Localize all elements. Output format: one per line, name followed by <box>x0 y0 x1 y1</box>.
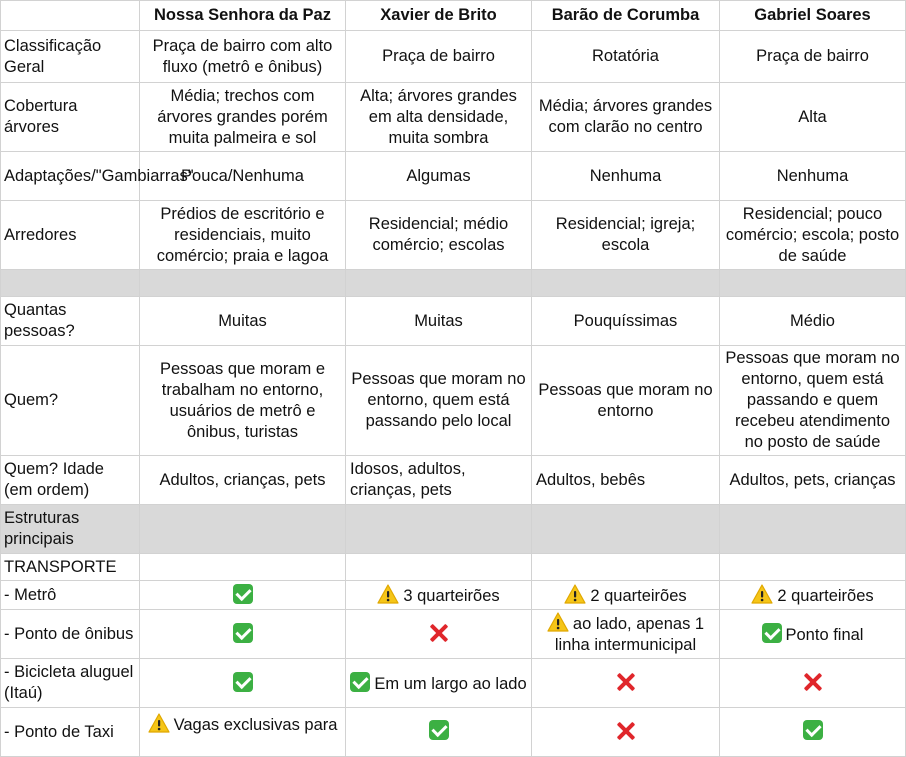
section-row <box>1 505 906 554</box>
table-cell: Pouca/Nenhuma <box>140 152 346 201</box>
icon-cell <box>346 708 532 757</box>
icon-cell <box>532 581 720 610</box>
row-label: Adaptações/"Gambiarras" <box>1 152 140 201</box>
warning-icon <box>564 584 586 604</box>
table-cell: Pouquíssimas <box>532 297 720 346</box>
cross-icon <box>615 720 637 742</box>
row-label: - Metrô <box>1 581 140 610</box>
cell-text: Ponto final <box>785 625 864 644</box>
check-icon <box>233 584 253 604</box>
icon-cell <box>532 659 720 708</box>
warning-icon <box>751 584 773 604</box>
cell-text: 2 quarteirões <box>590 586 687 605</box>
row-label: Estruturas principais <box>1 505 140 554</box>
table-cell: Praça de bairro <box>346 31 532 83</box>
table-row <box>1 83 906 152</box>
cross-icon <box>428 622 450 644</box>
cell-text: 2 quarteirões <box>777 586 874 605</box>
empty-cell <box>346 505 532 554</box>
header-cell-nossa-senhora-da-paz: Nossa Senhora da Paz <box>140 1 346 31</box>
icon-cell <box>346 659 532 708</box>
empty-cell <box>720 554 906 581</box>
empty-cell <box>720 505 906 554</box>
table-cell: Praça de bairro <box>720 31 906 83</box>
row-label: Quem? <box>1 346 140 456</box>
table-row <box>1 346 906 456</box>
table-cell: Residencial; médio comércio; escolas <box>346 201 532 270</box>
table-cell: Média; árvores grandes com clarão no centro <box>532 83 720 152</box>
cell-text: Em um largo ao lado <box>374 674 527 693</box>
empty-cell <box>346 554 532 581</box>
table-cell: Idosos, adultos, crianças, pets <box>346 456 532 505</box>
check-icon <box>429 720 449 740</box>
icon-cell <box>140 708 346 757</box>
cross-icon <box>615 671 637 693</box>
warning-icon <box>377 584 399 604</box>
table-cell: Pessoas que moram no entorno, quem está passando pelo local <box>346 346 532 456</box>
warning-icon <box>148 713 170 733</box>
icon-cell <box>720 610 906 659</box>
icon-cell <box>532 708 720 757</box>
table-cell: Adultos, pets, crianças <box>720 456 906 505</box>
row-label: TRANSPORTE <box>1 554 140 581</box>
empty-cell <box>140 554 346 581</box>
table-cell: Residencial; pouco comércio; escola; posto de saúde <box>720 201 906 270</box>
empty-cell <box>532 554 720 581</box>
cell-text: ao lado, apenas 1 linha intermunicipal <box>554 615 705 654</box>
table-row <box>1 581 906 610</box>
table-row <box>1 31 906 83</box>
table-cell: Pessoas que moram e trabalham no entorno, usuários de metrô e ônibus, turistas <box>140 346 346 456</box>
icon-cell <box>720 581 906 610</box>
check-icon <box>233 672 253 692</box>
header-row <box>1 1 906 31</box>
table-cell: Média; trechos com árvores grandes porém muita palmeira e sol <box>140 83 346 152</box>
cell-text: 3 quarteirões <box>403 586 500 605</box>
row-label: Arredores <box>1 201 140 270</box>
table-row <box>1 297 906 346</box>
empty-cell <box>140 270 346 297</box>
table-cell: Muitas <box>140 297 346 346</box>
table-cell: Praça de bairro com alto fluxo (metrô e ônibus) <box>140 31 346 83</box>
table-cell: Adultos, bebês <box>532 456 720 505</box>
row-label: Quantas pessoas? <box>1 297 140 346</box>
cell-text: Vagas exclusivas para <box>173 716 338 734</box>
empty-cell <box>532 270 720 297</box>
table-row <box>1 708 906 757</box>
table-row <box>1 152 906 201</box>
table-cell: Alta <box>720 83 906 152</box>
row-label: - Bicicleta aluguel (Itaú) <box>1 659 140 708</box>
table-cell: Nenhuma <box>720 152 906 201</box>
check-icon <box>803 720 823 740</box>
header-cell-gabriel-soares: Gabriel Soares <box>720 1 906 31</box>
icon-cell <box>532 610 720 659</box>
check-icon <box>350 672 370 692</box>
header-cell-xavier-de-brito: Xavier de Brito <box>346 1 532 31</box>
icon-cell <box>346 581 532 610</box>
header-cell-corner <box>1 1 140 31</box>
header-cell-barao-de-corumba: Barão de Corumba <box>532 1 720 31</box>
icon-cell <box>346 610 532 659</box>
check-icon <box>233 623 253 643</box>
row-label: Quem? Idade (em ordem) <box>1 456 140 505</box>
table-cell: Pessoas que moram no entorno <box>532 346 720 456</box>
icon-cell <box>140 659 346 708</box>
table-cell: Prédios de escritório e residenciais, muito comércio; praia e lagoa <box>140 201 346 270</box>
empty-cell <box>720 270 906 297</box>
table-cell: Médio <box>720 297 906 346</box>
table-cell: Rotatória <box>532 31 720 83</box>
warning-icon <box>547 612 569 632</box>
table-row <box>1 201 906 270</box>
table-row <box>1 610 906 659</box>
table-row <box>1 456 906 505</box>
icon-cell <box>720 659 906 708</box>
row-label: Classificação Geral <box>1 31 140 83</box>
icon-cell <box>140 581 346 610</box>
spacer-row <box>1 270 906 297</box>
check-icon <box>762 623 782 643</box>
table-row <box>1 659 906 708</box>
icon-cell <box>140 610 346 659</box>
row-label: - Ponto de ônibus <box>1 610 140 659</box>
icon-cell <box>720 708 906 757</box>
row-label: - Ponto de Taxi <box>1 708 140 757</box>
cross-icon <box>802 671 824 693</box>
table-cell: Nenhuma <box>532 152 720 201</box>
table-cell: Pessoas que moram no entorno, quem está passando e quem recebeu atendimento no posto de saúde <box>720 346 906 456</box>
empty-cell <box>140 505 346 554</box>
empty-cell <box>346 270 532 297</box>
table-cell: Algumas <box>346 152 532 201</box>
section-row <box>1 554 906 581</box>
table-cell: Residencial; igreja; escola <box>532 201 720 270</box>
empty-cell <box>532 505 720 554</box>
table-cell: Alta; árvores grandes em alta densidade, muita sombra <box>346 83 532 152</box>
row-label: Cobertura árvores <box>1 83 140 152</box>
table-cell: Adultos, crianças, pets <box>140 456 346 505</box>
table-cell: Muitas <box>346 297 532 346</box>
empty-cell <box>1 270 140 297</box>
